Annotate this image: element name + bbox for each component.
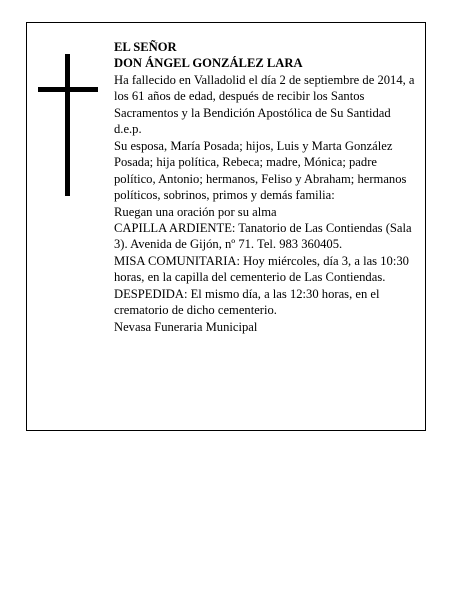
prayer-request: Ruegan una oración por su alma bbox=[114, 204, 277, 219]
farewell-service: DESPEDIDA: El mismo día, a las 12:30 horas, en el crematorio de dicho cementerio. bbox=[114, 286, 380, 318]
family-list: Su esposa, María Posada; hijos, Luis y Marta González Posada; hija política, Rebeca; madre, Mónica; padre político, Antonio; hermanos, Feliso y Abraham; hermanos políticos, sobrinos, primos y demás familia: bbox=[114, 138, 407, 203]
notice-body bbox=[114, 39, 420, 335]
deceased-name: DON ÁNGEL GONZÁLEZ LARA bbox=[114, 56, 303, 71]
cross-vertical-bar bbox=[65, 54, 70, 196]
cross-icon bbox=[38, 54, 98, 196]
funeral-home: Nevasa Funeraria Municipal bbox=[114, 319, 258, 334]
cross-horizontal-bar bbox=[38, 87, 98, 92]
title-line-1: EL SEÑOR bbox=[114, 40, 177, 54]
dep-line: d.e.p. bbox=[114, 122, 142, 137]
death-announcement: Ha fallecido en Valladolid el día 2 de septiembre de 2014, a los 61 años de edad, después de recibir los Santos Sacramentos y la Bendición Apostólica de Su Santidad bbox=[114, 72, 415, 120]
funeral-chapel: CAPILLA ARDIENTE: Tanatorio de Las Contiendas (Sala 3). Avenida de Gijón, nº 71. Tel. 983 360405. bbox=[114, 220, 412, 252]
community-mass: MISA COMUNITARIA: Hoy miércoles, día 3, a las 10:30 horas, en la capilla del cementerio de Las Contiendas. bbox=[114, 253, 409, 285]
